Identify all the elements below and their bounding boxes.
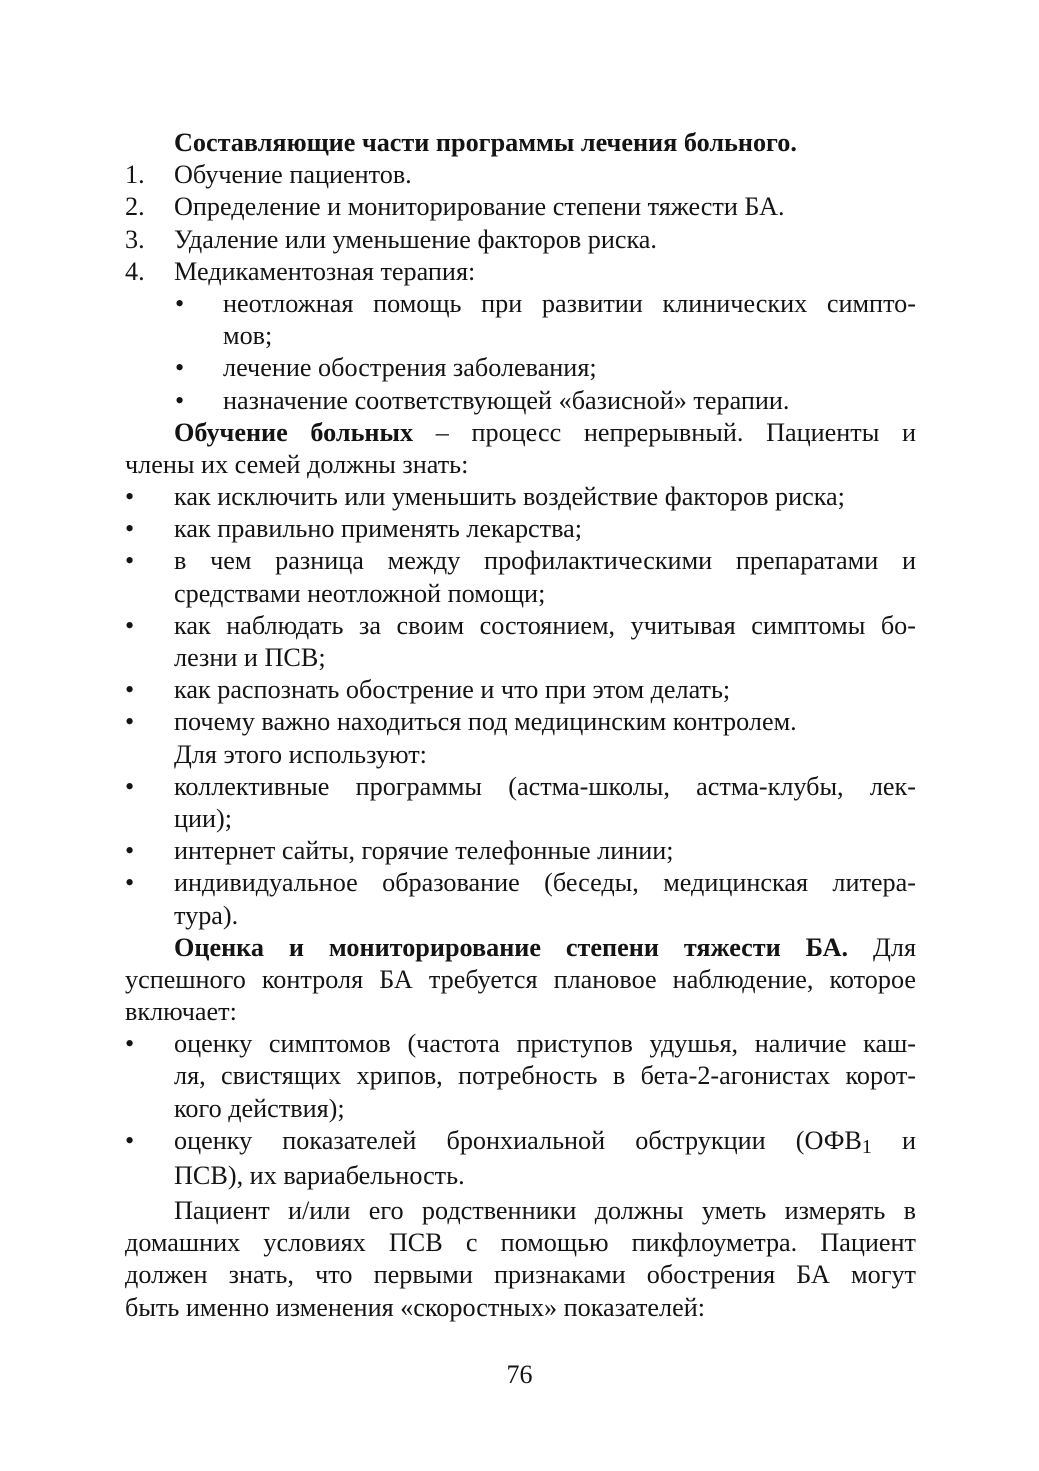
bullet-icon: • [175, 288, 185, 318]
section-heading: Составляющие части программы лечения больного. [174, 128, 797, 157]
paragraph-line: члены их семей должны знать: [125, 449, 469, 479]
bullet-icon: • [175, 353, 185, 383]
paragraph-intro [125, 417, 916, 449]
sub-bullet-item [125, 352, 916, 384]
bullet-icon: • [125, 546, 135, 576]
bullet-text-cont: лезни и ПСВ; [174, 643, 326, 672]
item-number: 1. [125, 160, 145, 190]
bullet-text: как правильно применять лекарства; [174, 514, 583, 544]
bullet-item [125, 513, 916, 545]
ofv-text: оценку показателей бронхиальной обструкции (ОФВ [174, 1125, 862, 1155]
bullet-text: как наблюдать за своим состоянием, учитывая симптомы бо- [174, 610, 916, 640]
item-text: Обучение пациентов. [174, 160, 412, 190]
bullet-text: неотложная помощь при развитии клинических симпто- [223, 288, 916, 318]
bullet-text: почему важно находиться под медицинским контролем. [174, 707, 797, 737]
bullet-item [125, 610, 916, 674]
bullet-icon: • [125, 771, 135, 801]
bullet-icon: • [125, 610, 135, 640]
bullet-text: в чем разница между профилактическими препаратами и [174, 546, 916, 576]
paragraph-line: успешного контроля БА требуется плановое наблюдение, которое [125, 964, 916, 994]
intro-rest: – процесс непрерывный. Пациенты и [413, 417, 917, 447]
numbered-item [125, 224, 916, 256]
paragraph-intro [125, 932, 916, 964]
bullet-text: как распознать обострение и что при этом делать; [174, 675, 731, 705]
paragraph-line: Пациент и/или его родственники должны уметь измерять в [174, 1196, 916, 1225]
bullet-text-cont: ля, свистящих хрипов, потребность в бета-2-агонистах корот- [174, 1061, 916, 1091]
bullet-text: индивидуальное образование (беседы, медицинская литера- [174, 868, 916, 898]
page-number: 76 [506, 1360, 533, 1389]
numbered-item [125, 191, 916, 223]
intro-rest: Для [848, 932, 916, 962]
bullet-text [125, 1125, 916, 1157]
bullet-icon: • [125, 1029, 135, 1059]
bullet-icon: • [125, 482, 135, 512]
bullet-item [125, 835, 916, 867]
item-text: Удаление или уменьшение факторов риска. [174, 224, 657, 254]
bullet-item [125, 771, 916, 835]
bullet-item [125, 1028, 916, 1125]
bullet-icon: • [125, 675, 135, 705]
bullet-icon: • [125, 836, 135, 866]
bullet-item [125, 867, 916, 931]
bullet-item [125, 545, 916, 609]
bullet-icon: • [175, 385, 185, 415]
bullet-text: лечение обострения заболевания; [223, 353, 597, 383]
bullet-text-cont: средствами неотложной помощи; [174, 578, 546, 608]
bullet-item [125, 1125, 916, 1195]
bullet-text-cont: ции); [174, 803, 233, 833]
bullet-text-cont: ПСВ), их вариабельность. [174, 1161, 465, 1190]
bullet-icon: • [125, 514, 135, 544]
bullet-item [125, 481, 916, 513]
bullet-icon: • [125, 1125, 135, 1155]
bullet-item [125, 674, 916, 706]
item-text: Медикаментозная терапия: [174, 256, 476, 286]
paragraph-line: включает: [125, 997, 237, 1027]
bullet-text-cont: тура). [174, 900, 239, 930]
bullet-icon: • [125, 868, 135, 898]
sub-bullet-item [125, 288, 916, 352]
bullet-text-cont: мов; [223, 321, 273, 351]
paragraph-line: быть именно изменения «скоростных» показателей: [125, 1292, 706, 1322]
item-number: 2. [125, 192, 145, 222]
bullet-icon: • [125, 707, 135, 737]
paragraph-line: должен знать, что первыми признаками обострения БА могут [125, 1260, 916, 1290]
item-text: Определение и мониторирование степени тяжести БА. [174, 192, 785, 222]
ofv-text-after: и [871, 1125, 916, 1155]
bullet-text: коллективные программы (астма-школы, астма-клубы, лек- [174, 771, 916, 801]
bullet-text: оценку симптомов (частота приступов удушья, наличие каш- [174, 1029, 916, 1059]
means-intro: Для этого используют: [174, 739, 427, 769]
term: Оценка и мониторирование степени тяжести БА. [174, 932, 849, 962]
item-number: 3. [125, 224, 145, 254]
bullet-text: назначение соответствующей «базисной» терапии. [223, 385, 790, 415]
item-number: 4. [125, 256, 145, 286]
bullet-text: интернет сайты, горячие телефонные линии; [174, 836, 674, 866]
page-body [125, 127, 916, 1324]
bullet-text: как исключить или уменьшить воздействие факторов риска; [174, 482, 845, 512]
bullet-item [125, 706, 916, 738]
ofv-subscript: 1 [861, 1135, 872, 1158]
term: Обучение больных [174, 417, 414, 447]
numbered-item [125, 159, 916, 191]
paragraph-line: домашних условиях ПСВ с помощью пикфлоуметра. Пациент [125, 1228, 916, 1258]
numbered-item [125, 256, 916, 288]
bullet-text-cont: кого действия); [174, 1093, 345, 1123]
sub-bullet-item [125, 385, 916, 417]
